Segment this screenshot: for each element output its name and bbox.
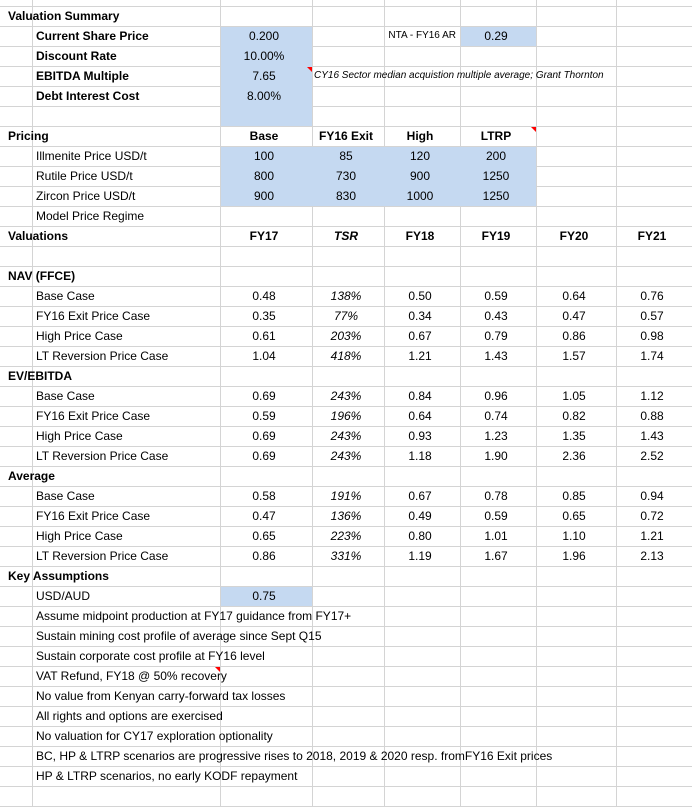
value-fx: 0.75 <box>252 589 276 603</box>
valuation-value: 1.10 <box>562 529 586 543</box>
valuation-row-label: Base Case <box>36 289 95 303</box>
valuation-value: 1.12 <box>640 389 664 403</box>
valuation-value: 191% <box>330 489 362 503</box>
valuation-value: 0.82 <box>562 409 586 423</box>
pricing-row-label: Zircon Price USD/t <box>36 189 136 203</box>
valuation-value: 1.96 <box>562 549 586 563</box>
valuation-value: 0.65 <box>562 509 586 523</box>
pricing-value: 800 <box>253 169 275 183</box>
assumption-item: No value from Kenyan carry-forward tax losses <box>36 689 286 703</box>
valuation-value: 418% <box>330 349 362 363</box>
valuation-value: 1.19 <box>408 549 432 563</box>
valuation-value: 0.49 <box>408 509 432 523</box>
valuation-value: 0.67 <box>408 489 432 503</box>
comment-marker-ebitda[interactable] <box>307 67 312 72</box>
assumption-item: Assume midpoint production at FY17 guidance from FY17+ <box>36 609 352 623</box>
valuation-value: 203% <box>330 329 362 343</box>
valuation-value: 0.94 <box>640 489 664 503</box>
assumption-item: HP & LTRP scenarios, no early KODF repayment <box>36 769 298 783</box>
valuation-value: 1.21 <box>408 349 432 363</box>
valuation-value: 138% <box>330 289 362 303</box>
valuation-value: 1.67 <box>484 549 508 563</box>
valuation-value: 0.35 <box>252 309 276 323</box>
valuation-row-label: LT Reversion Price Case <box>36 449 169 463</box>
label-debt: Debt Interest Cost <box>36 89 140 103</box>
valuation-value: 0.88 <box>640 409 664 423</box>
valuation-value: 223% <box>330 529 362 543</box>
label-nta: NTA - FY16 AR <box>388 30 456 41</box>
assumption-item: No valuation for CY17 exploration optionality <box>36 729 273 743</box>
valuation-value: 1.74 <box>640 349 664 363</box>
valuation-header: TSR <box>334 229 358 243</box>
valuation-value: 0.65 <box>252 529 276 543</box>
valuation-row-label: Base Case <box>36 489 95 503</box>
valuation-value: 0.47 <box>562 309 586 323</box>
valuation-header: FY21 <box>637 229 667 243</box>
pricing-row-label: Illmenite Price USD/t <box>36 149 147 163</box>
pricing-value: 900 <box>253 189 275 203</box>
valuation-value: 1.05 <box>562 389 586 403</box>
valuation-section-title: EV/EBITDA <box>8 369 73 383</box>
valuation-section-title: NAV (FFCE) <box>8 269 76 283</box>
valuation-value: 0.93 <box>408 429 432 443</box>
pricing-header: High <box>406 129 434 143</box>
valuation-value: 0.67 <box>408 329 432 343</box>
pricing-header: Base <box>249 129 279 143</box>
valuation-value: 0.58 <box>252 489 276 503</box>
pricing-value: 830 <box>335 189 357 203</box>
pricing-value: 1000 <box>406 189 434 203</box>
section-title: Valuation Summary <box>8 9 120 23</box>
pricing-header: LTRP <box>480 129 512 143</box>
valuation-row-label: LT Reversion Price Case <box>36 549 169 563</box>
comment-marker-ltrp[interactable] <box>531 127 536 132</box>
pricing-value: 120 <box>409 149 431 163</box>
valuation-header: FY18 <box>405 229 435 243</box>
section-title: Key Assumptions <box>8 569 109 583</box>
pricing-value: 200 <box>485 149 507 163</box>
valuation-value: 2.13 <box>640 549 664 563</box>
pricing-value: 900 <box>409 169 431 183</box>
valuation-value: 77% <box>333 309 359 323</box>
valuation-header: FY20 <box>559 229 589 243</box>
pricing-value: 85 <box>339 149 353 163</box>
assumption-item: VAT Refund, FY18 @ 50% recovery <box>36 669 227 683</box>
label-fx: USD/AUD <box>36 589 91 603</box>
valuation-value: 0.47 <box>252 509 276 523</box>
value-debt: 8.00% <box>246 89 282 103</box>
label-ebitda: EBITDA Multiple <box>36 69 129 83</box>
valuation-value: 0.86 <box>252 549 276 563</box>
valuation-row-label: High Price Case <box>36 529 123 543</box>
comment-marker-vat[interactable] <box>215 667 220 672</box>
value-nta: 0.29 <box>484 29 508 43</box>
valuation-value: 0.84 <box>408 389 432 403</box>
section-title: Pricing <box>8 129 49 143</box>
valuation-value: 243% <box>330 449 362 463</box>
pricing-row-label: Model Price Regime <box>36 209 145 223</box>
valuation-value: 0.64 <box>408 409 432 423</box>
valuation-section-title: Average <box>8 469 55 483</box>
valuation-value: 0.74 <box>484 409 508 423</box>
valuation-value: 0.98 <box>640 329 664 343</box>
valuation-value: 0.86 <box>562 329 586 343</box>
valuation-value: 0.80 <box>408 529 432 543</box>
valuation-value: 1.35 <box>562 429 586 443</box>
value-share-price: 0.200 <box>248 29 280 43</box>
valuation-value: 243% <box>330 389 362 403</box>
valuation-row-label: High Price Case <box>36 329 123 343</box>
value-ebitda: 7.65 <box>252 69 276 83</box>
valuation-value: 1.18 <box>408 449 432 463</box>
valuation-value: 0.59 <box>252 409 276 423</box>
valuation-value: 0.34 <box>408 309 432 323</box>
pricing-header: FY16 Exit <box>318 129 374 143</box>
pricing-value: 1250 <box>482 169 510 183</box>
valuation-row-label: High Price Case <box>36 429 123 443</box>
valuation-value: 1.01 <box>484 529 508 543</box>
assumption-item: Sustain corporate cost profile at FY16 level <box>36 649 265 663</box>
valuation-value: 136% <box>330 509 362 523</box>
valuation-value: 1.23 <box>484 429 508 443</box>
value-discount: 10.00% <box>243 49 285 63</box>
assumption-item: All rights and options are exercised <box>36 709 223 723</box>
valuation-value: 1.43 <box>484 349 508 363</box>
valuation-value: 0.72 <box>640 509 664 523</box>
assumption-item: Sustain mining cost profile of average since Sept Q15 <box>36 629 322 643</box>
valuation-value: 1.21 <box>640 529 664 543</box>
valuation-row-label: LT Reversion Price Case <box>36 349 169 363</box>
valuation-value: 0.79 <box>484 329 508 343</box>
valuation-value: 0.96 <box>484 389 508 403</box>
valuation-value: 0.76 <box>640 289 664 303</box>
valuation-value: 0.64 <box>562 289 586 303</box>
valuation-value: 1.57 <box>562 349 586 363</box>
valuation-value: 0.69 <box>252 429 276 443</box>
assumption-item: BC, HP & LTRP scenarios are progressive rises to 2018, 2019 & 2020 resp. fromFY16 Exit prices <box>36 749 553 763</box>
label-discount: Discount Rate <box>36 49 117 63</box>
valuation-value: 1.04 <box>252 349 276 363</box>
label-share-price: Current Share Price <box>36 29 149 43</box>
valuation-value: 196% <box>330 409 362 423</box>
valuation-value: 1.90 <box>484 449 508 463</box>
pricing-value: 730 <box>335 169 357 183</box>
valuation-value: 2.36 <box>562 449 586 463</box>
valuation-value: 0.57 <box>640 309 664 323</box>
valuation-value: 2.52 <box>640 449 664 463</box>
valuation-value: 0.61 <box>252 329 276 343</box>
valuation-value: 331% <box>330 549 362 563</box>
valuation-value: 0.69 <box>252 389 276 403</box>
pricing-value: 100 <box>253 149 275 163</box>
valuation-header: FY19 <box>481 229 511 243</box>
valuation-value: 0.69 <box>252 449 276 463</box>
valuation-header: FY17 <box>249 229 279 243</box>
note-ebitda: CY16 Sector median acquistion multiple average; Grant Thornton <box>314 70 604 81</box>
valuation-row-label: FY16 Exit Price Case <box>36 309 151 323</box>
section-title: Valuations <box>8 229 69 243</box>
pricing-value: 1250 <box>482 189 510 203</box>
valuation-value: 0.59 <box>484 289 508 303</box>
valuation-row-label: FY16 Exit Price Case <box>36 409 151 423</box>
valuation-value: 0.85 <box>562 489 586 503</box>
valuation-value: 1.43 <box>640 429 664 443</box>
valuation-value: 243% <box>330 429 362 443</box>
valuation-row-label: FY16 Exit Price Case <box>36 509 151 523</box>
valuation-value: 0.43 <box>484 309 508 323</box>
valuation-value: 0.78 <box>484 489 508 503</box>
valuation-row-label: Base Case <box>36 389 95 403</box>
valuation-value: 0.48 <box>252 289 276 303</box>
valuation-value: 0.59 <box>484 509 508 523</box>
pricing-row-label: Rutile Price USD/t <box>36 169 133 183</box>
valuation-value: 0.50 <box>408 289 432 303</box>
